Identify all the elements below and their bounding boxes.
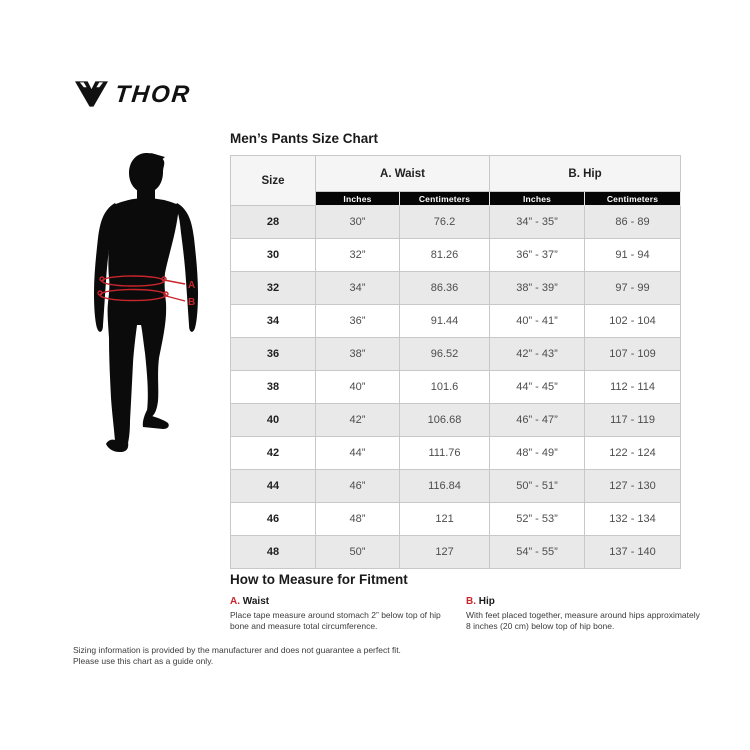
- size-chart-rows: [231, 206, 681, 569]
- cell-waist-centimeters: 116.84: [400, 470, 490, 503]
- subheader-hip-inches: Inches: [490, 192, 585, 206]
- cell-size: 40: [231, 404, 316, 437]
- hip-pointer-line: [166, 296, 185, 301]
- cell-hip-inches: 50” - 51”: [490, 470, 585, 503]
- measure-waist-label: A. Waist: [230, 596, 270, 607]
- footer-line-1: Sizing information is provided by the manufacturer and does not guarantee a perfect fit.: [73, 645, 401, 655]
- cell-hip-centimeters: 91 - 94: [585, 239, 681, 272]
- cell-waist-inches: 46”: [316, 470, 400, 503]
- cell-size: 28: [231, 206, 316, 239]
- page-title: Men’s Pants Size Chart: [230, 131, 379, 146]
- measure-hip-label: B. Hip: [466, 596, 495, 607]
- silhouette-body: [108, 198, 179, 443]
- figure-label-b: B: [188, 297, 196, 308]
- cell-waist-inches: 38”: [316, 338, 400, 371]
- cell-waist-inches: 34”: [316, 272, 400, 305]
- cell-waist-inches: 48”: [316, 503, 400, 536]
- footer-line-2: Please use this chart as a guide only.: [73, 656, 214, 667]
- cell-waist-centimeters: 91.44: [400, 305, 490, 338]
- cell-size: 44: [231, 470, 316, 503]
- thor-logo: [75, 81, 191, 108]
- size-figure: [85, 153, 225, 453]
- table-header-waist: A. Waist: [316, 156, 490, 192]
- cell-hip-centimeters: 86 - 89: [585, 206, 681, 239]
- cell-hip-centimeters: 137 - 140: [585, 536, 681, 569]
- cell-size: 32: [231, 272, 316, 305]
- thor-logo-icon: [75, 81, 108, 108]
- measure-hip-text: With feet placed together, measure around hips approximately 8 inches (20 cm) below top of hip bone.: [466, 610, 700, 632]
- table-row: [231, 371, 681, 404]
- measure-waist-prefix: A.: [230, 596, 240, 607]
- cell-hip-inches: 52” - 53”: [490, 503, 585, 536]
- subheader-waist-centimeters: Centimeters: [400, 192, 490, 206]
- table-row: [231, 206, 681, 239]
- cell-waist-inches: 30”: [316, 206, 400, 239]
- cell-hip-centimeters: 127 - 130: [585, 470, 681, 503]
- measure-waist-text: Place tape measure around stomach 2” below top of hip bone and measure total circumference.: [230, 610, 441, 632]
- subheader-waist-inches: Inches: [316, 192, 400, 206]
- cell-waist-inches: 40”: [316, 371, 400, 404]
- figure-label-a: A: [188, 280, 196, 291]
- silhouette-right-foot: [143, 410, 169, 429]
- cell-waist-centimeters: 101.6: [400, 371, 490, 404]
- cell-hip-centimeters: 97 - 99: [585, 272, 681, 305]
- cell-waist-inches: 50”: [316, 536, 400, 569]
- cell-hip-centimeters: 112 - 114: [585, 371, 681, 404]
- cell-waist-centimeters: 111.76: [400, 437, 490, 470]
- table-row: [231, 503, 681, 536]
- table-row: [231, 239, 681, 272]
- how-to-heading: How to Measure for Fitment: [230, 572, 408, 587]
- cell-waist-centimeters: 106.68: [400, 404, 490, 437]
- cell-size: 34: [231, 305, 316, 338]
- thor-logo-text: THOR: [113, 80, 193, 108]
- cell-waist-inches: 36”: [316, 305, 400, 338]
- cell-waist-inches: 44”: [316, 437, 400, 470]
- table-row: [231, 338, 681, 371]
- table-row: [231, 470, 681, 503]
- cell-waist-centimeters: 96.52: [400, 338, 490, 371]
- cell-hip-inches: 44” - 45”: [490, 371, 585, 404]
- table-header-hip: B. Hip: [490, 156, 681, 192]
- cell-hip-inches: 46” - 47”: [490, 404, 585, 437]
- measure-item-hip: [466, 596, 704, 633]
- cell-waist-centimeters: 81.26: [400, 239, 490, 272]
- cell-hip-centimeters: 102 - 104: [585, 305, 681, 338]
- cell-hip-centimeters: 122 - 124: [585, 437, 681, 470]
- cell-waist-centimeters: 86.36: [400, 272, 490, 305]
- table-row: [231, 272, 681, 305]
- cell-waist-centimeters: 127: [400, 536, 490, 569]
- cell-waist-inches: 32”: [316, 239, 400, 272]
- cell-size: 48: [231, 536, 316, 569]
- table-header-size: Size: [231, 156, 316, 206]
- cell-hip-inches: 40” - 41”: [490, 305, 585, 338]
- cell-waist-inches: 42”: [316, 404, 400, 437]
- cell-size: 46: [231, 503, 316, 536]
- cell-hip-centimeters: 107 - 109: [585, 338, 681, 371]
- cell-hip-inches: 38” - 39”: [490, 272, 585, 305]
- cell-waist-centimeters: 76.2: [400, 206, 490, 239]
- cell-hip-inches: 54” - 55”: [490, 536, 585, 569]
- cell-size: 36: [231, 338, 316, 371]
- cell-hip-centimeters: 117 - 119: [585, 404, 681, 437]
- cell-size: 30: [231, 239, 316, 272]
- cell-waist-centimeters: 121: [400, 503, 490, 536]
- measure-item-waist: [230, 596, 445, 633]
- footer-note: [73, 645, 401, 668]
- cell-hip-inches: 36” - 37”: [490, 239, 585, 272]
- waist-pointer-line: [164, 280, 185, 284]
- table-row: [231, 536, 681, 569]
- table-row: [231, 404, 681, 437]
- male-silhouette: [85, 153, 225, 453]
- table-row: [231, 437, 681, 470]
- size-chart-table: [230, 155, 681, 569]
- silhouette-right-arm: [175, 203, 198, 332]
- cell-hip-inches: 34” - 35”: [490, 206, 585, 239]
- cell-size: 38: [231, 371, 316, 404]
- table-row: [231, 305, 681, 338]
- cell-hip-centimeters: 132 - 134: [585, 503, 681, 536]
- subheader-hip-centimeters: Centimeters: [585, 192, 681, 206]
- cell-size: 42: [231, 437, 316, 470]
- cell-hip-inches: 42” - 43”: [490, 338, 585, 371]
- cell-hip-inches: 48” - 49”: [490, 437, 585, 470]
- measure-hip-prefix: B.: [466, 596, 476, 607]
